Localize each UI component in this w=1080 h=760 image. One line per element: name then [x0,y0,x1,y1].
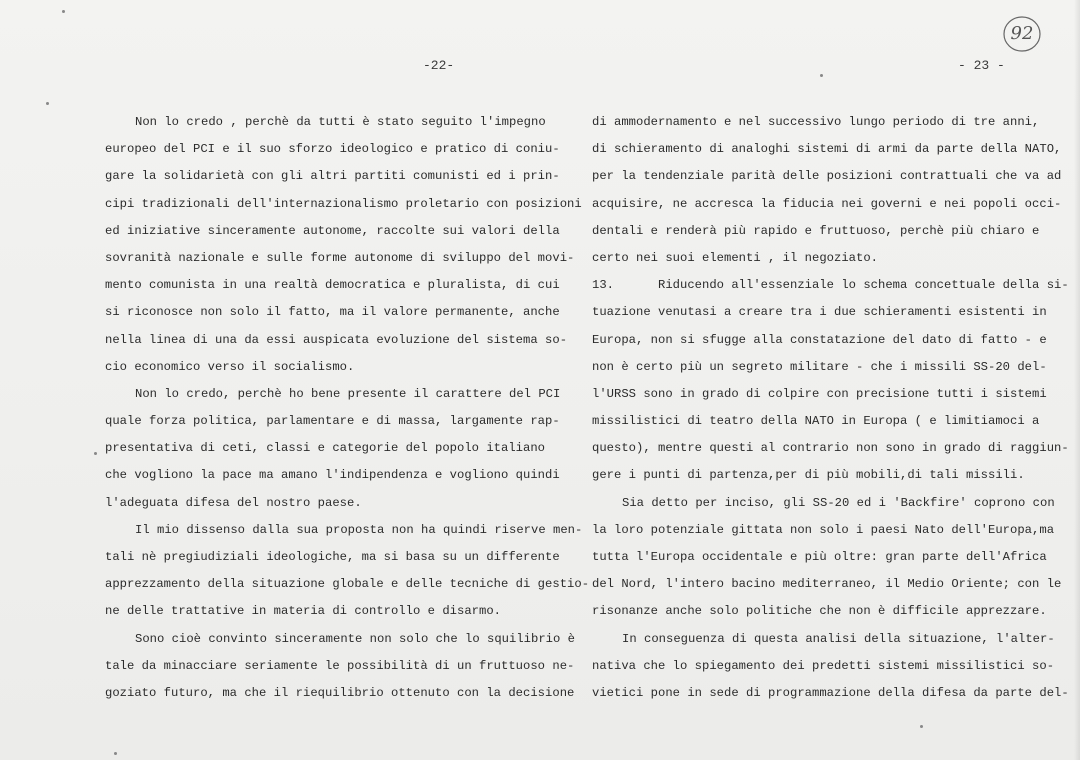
text-line: quale forza politica, parlamentare e di massa, largamente rap- [105,414,560,429]
text-line: del Nord, l'intero bacino mediterraneo, il Medio Oriente; con le [592,577,1062,592]
text-line: per la tendenziale parità delle posizioni contrattuali che va ad [592,169,1062,184]
text-line: tali nè pregiudiziali ideologiche, ma si basa su un differente [105,550,560,564]
paper-speck [46,102,49,105]
right-page-text [592,113,1069,711]
text-line: l'adeguata difesa del nostro paese. [105,495,362,510]
text-line: Sono cioè convinto sinceramente non solo che lo squilibrio è [135,631,576,646]
text-line: missilistici di teatro della NATO in Europa ( e limitiamoci a [592,414,1040,429]
text-line: dentali e renderà più rapido e fruttuoso, perchè più chiaro e [592,223,1040,238]
text-line: apprezzamento della situazione globale e delle tecniche di gestio- [105,577,590,592]
text-line: questo), mentre questi al contrario non sono in grado di raggiun- [592,441,1069,456]
text-line: tutta l'Europa occidentale e più oltre: gran parte dell'Africa [592,550,1047,564]
paper-speck [62,10,65,13]
text-line: di ammodernamento e nel successivo lungo periodo di tre anni, [592,115,1040,129]
text-line: tuazione venutasi a creare tra i due schieramenti esistenti in [592,305,1047,320]
text-line: certo nei suoi elementi , il negoziato. [592,250,879,265]
text-line: 13. Riducendo all'essenziale lo schema concettuale della si- [592,278,1069,293]
text-line: che vogliono la pace ma amano l'indipendenza e vogliono quindi [105,468,560,483]
text-line: europeo del PCI e il suo sforzo ideologico e pratico di coniu- [105,142,560,157]
text-line: tale da minacciare seriamente le possibilità di un fruttuoso ne- [105,658,575,673]
text-line: ne delle trattative in materia di controllo e disarmo. [105,604,502,619]
text-line: vietici pone in sede di programmazione della difesa da parte del- [592,685,1069,700]
text-line: Non lo credo, perchè ho bene presente il carattere del PCI [135,386,561,401]
left-page-number: -22- [423,58,455,73]
text-line: goziato futuro, ma che il riequilibrio ottenuto con la decisione [105,685,575,700]
text-line: Sia detto per inciso, gli SS-20 ed i 'Backfire' coprono con [622,495,1055,510]
paper-speck [820,74,823,77]
text-line: risonanze anche solo politiche che non è difficile apprezzare. [592,604,1047,619]
text-line: presentativa di ceti, classi e categorie del popolo italiano [105,441,546,456]
scan-edge-shadow [1074,0,1080,760]
text-line: mento comunista in una realtà democratica e pluralista, di cui [105,278,560,293]
text-line: gere i punti di partenza,per di più mobili,di tali missili. [592,468,1025,483]
text-line: non è certo più un segreto militare - che i missili SS-20 del- [592,359,1047,374]
text-line: cipi tradizionali dell'internazionalismo proletario con posizioni [105,196,582,211]
archive-number-circle-icon [1002,14,1042,54]
text-line: ed iniziative sinceramente autonome, raccolte sui valori della [105,223,560,238]
text-line: di schieramento di analoghi sistemi di armi da parte della NATO, [592,142,1062,157]
text-line: la loro potenziale gittata non solo i paesi Nato dell'Europa,ma [592,522,1055,537]
text-line: gare la solidarietà con gli altri partiti comunisti ed i prin- [105,169,560,184]
archive-number: 92 [1010,23,1034,44]
text-line: l'URSS sono in grado di colpire con precisione tutti i sistemi [592,386,1047,401]
paper-speck [114,752,117,755]
paper-speck [920,725,923,728]
text-line: sovranità nazionale e sulle forme autonome di sviluppo del movi- [105,250,575,265]
text-line: Il mio dissenso dalla sua proposta non ha quindi riserve men- [135,522,583,537]
text-line: In conseguenza di questa analisi della situazione, l'alter- [622,631,1055,646]
paper-speck [94,452,97,455]
text-line: Non lo credo , perchè da tutti è stato seguito l'impegno [135,115,546,129]
left-page-text [105,113,590,711]
text-line: cio economico verso il socialismo. [105,359,355,374]
text-line: si riconosce non solo il fatto, ma il valore permanente, anche [105,305,560,320]
text-line: acquisire, ne accresca la fiducia nei governi e nei popoli occi- [592,196,1062,211]
right-page-number: - 23 - [958,58,1005,73]
text-line: Europa, non si sfugge alla constatazione del dato di fatto - e [592,332,1047,347]
text-line: nativa che lo spiegamento dei predetti sistemi missilistici so- [592,658,1055,673]
text-line: nella linea di una da essi auspicata evoluzione del sistema so- [105,332,568,347]
